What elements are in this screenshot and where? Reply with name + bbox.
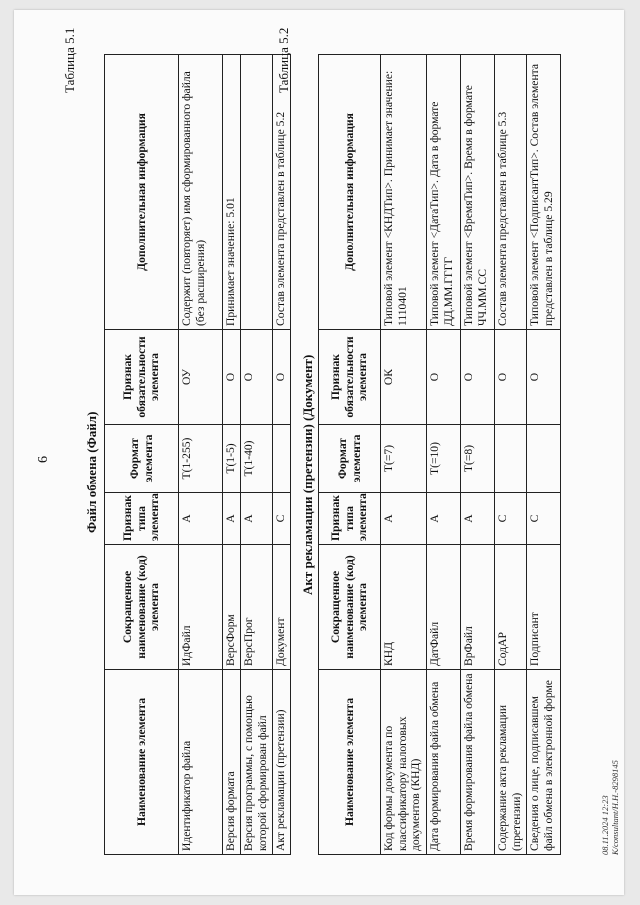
table2-title: Акт рекламации (претензии) (Документ) bbox=[300, 354, 315, 595]
table-cell: Версия формата bbox=[223, 670, 241, 855]
table-cell: ВерсПрог bbox=[241, 545, 273, 670]
table-cell: Типовой элемент <КНДТип>. Принимает значение: 1110401 bbox=[381, 55, 427, 330]
footer-stamp bbox=[600, 760, 620, 855]
table2-header-cell: Сокращенное наименование (код) элемента bbox=[319, 545, 381, 670]
table-cell: Сведения о лице, подписавшем файл обмена в электронной форме bbox=[527, 670, 561, 855]
table-cell: О bbox=[427, 330, 461, 425]
table-row bbox=[381, 55, 427, 855]
page-number: 6 bbox=[36, 456, 51, 463]
table-cell: ОУ bbox=[179, 330, 223, 425]
table-row bbox=[495, 55, 527, 855]
table-cell: О bbox=[495, 330, 527, 425]
table-row bbox=[179, 55, 223, 855]
table-cell: ВерсФорм bbox=[223, 545, 241, 670]
table-cell: А bbox=[427, 493, 461, 545]
table2 bbox=[318, 54, 561, 855]
table-cell bbox=[273, 425, 291, 493]
rotated-content bbox=[14, 10, 624, 895]
table-cell: Состав элемента представлен в таблице 5.3 bbox=[495, 55, 527, 330]
document-page bbox=[14, 10, 624, 895]
table1 bbox=[104, 54, 291, 855]
table-cell: О bbox=[273, 330, 291, 425]
table1-header-cell: Признак обязательности элемента bbox=[105, 330, 179, 425]
footer-date: 08.11.2024 12:23 bbox=[600, 795, 610, 855]
table2-header-row bbox=[319, 55, 381, 855]
table-cell: СодАР bbox=[495, 545, 527, 670]
table-cell: ИдФайл bbox=[179, 545, 223, 670]
table-cell: С bbox=[527, 493, 561, 545]
table-cell bbox=[527, 425, 561, 493]
table1-header-cell: Формат элемента bbox=[105, 425, 179, 493]
table1-title: Файл обмена (Файл) bbox=[84, 411, 99, 533]
table-cell: А bbox=[461, 493, 495, 545]
table-cell: Состав элемента представлен в таблице 5.2 bbox=[273, 55, 291, 330]
table1-header-cell: Сокращенное наименование (код) элемента bbox=[105, 545, 179, 670]
table-cell: С bbox=[495, 493, 527, 545]
table-cell: ВрФайл bbox=[461, 545, 495, 670]
table-row bbox=[461, 55, 495, 855]
table-cell: О bbox=[241, 330, 273, 425]
table1-header-cell: Наименование элемента bbox=[105, 670, 179, 855]
table-cell: Принимает значение: 5.01 bbox=[223, 55, 241, 330]
table-cell: А bbox=[179, 493, 223, 545]
table2-label: Таблица 5.2 bbox=[276, 27, 291, 93]
table2-header-cell: Наименование элемента bbox=[319, 670, 381, 855]
table2-header-cell: Признак обязательности элемента bbox=[319, 330, 381, 425]
table-cell: О bbox=[461, 330, 495, 425]
table1-label: Таблица 5.1 bbox=[62, 27, 77, 93]
table-cell: T(=7) bbox=[381, 425, 427, 493]
table-row bbox=[427, 55, 461, 855]
table-cell: Дата формирования файла обмена bbox=[427, 670, 461, 855]
table-cell: ДатФайл bbox=[427, 545, 461, 670]
table2-header-cell: Признак типа элемента bbox=[319, 493, 381, 545]
table-cell: Типовой элемент <ВремяТип>. Время в формате ЧЧ.ММ.СС bbox=[461, 55, 495, 330]
table-cell: КНД bbox=[381, 545, 427, 670]
table2-header-cell: Формат элемента bbox=[319, 425, 381, 493]
table-cell: Время формирования файла обмена bbox=[461, 670, 495, 855]
table-cell: T(1-255) bbox=[179, 425, 223, 493]
table-cell: Версия программы, с помощью которой сформирован файл bbox=[241, 670, 273, 855]
table-cell: Код формы документа по классификатору налоговых документов (КНД) bbox=[381, 670, 427, 855]
table1-header-cell: Признак типа элемента bbox=[105, 493, 179, 545]
table-cell: Типовой элемент <ПодписантТип>. Состав элемента представлен в таблице 5.29 bbox=[527, 55, 561, 330]
table-cell: Идентификатор файла bbox=[179, 670, 223, 855]
table-cell: Акт рекламации (претензии) bbox=[273, 670, 291, 855]
table-cell: Содержание акта рекламации (претензии) bbox=[495, 670, 527, 855]
table-cell: О bbox=[527, 330, 561, 425]
table-cell: А bbox=[223, 493, 241, 545]
table1-header-row bbox=[105, 55, 179, 855]
table-cell: Содержит (повторяет) имя сформированного файла (без расширения) bbox=[179, 55, 223, 330]
table-row bbox=[273, 55, 291, 855]
table-cell bbox=[241, 55, 273, 330]
table-cell bbox=[495, 425, 527, 493]
footer-source: К/consultant/Н.Н.-8298145 bbox=[610, 760, 620, 855]
table1-header-cell: Дополнительная информация bbox=[105, 55, 179, 330]
table-cell: ОК bbox=[381, 330, 427, 425]
table2-header-cell: Дополнительная информация bbox=[319, 55, 381, 330]
table-row bbox=[527, 55, 561, 855]
table-row bbox=[223, 55, 241, 855]
table-cell: T(=10) bbox=[427, 425, 461, 493]
table-cell: T(1-5) bbox=[223, 425, 241, 493]
table-cell: Подписант bbox=[527, 545, 561, 670]
table-row bbox=[241, 55, 273, 855]
table-cell: О bbox=[223, 330, 241, 425]
table-cell: С bbox=[273, 493, 291, 545]
table-cell: Типовой элемент <ДатаТип>. Дата в формате ДД.ММ.ГГГГ bbox=[427, 55, 461, 330]
table-cell: T(=8) bbox=[461, 425, 495, 493]
table-cell: А bbox=[381, 493, 427, 545]
table-cell: T(1-40) bbox=[241, 425, 273, 493]
table-cell: Документ bbox=[273, 545, 291, 670]
table-cell: А bbox=[241, 493, 273, 545]
